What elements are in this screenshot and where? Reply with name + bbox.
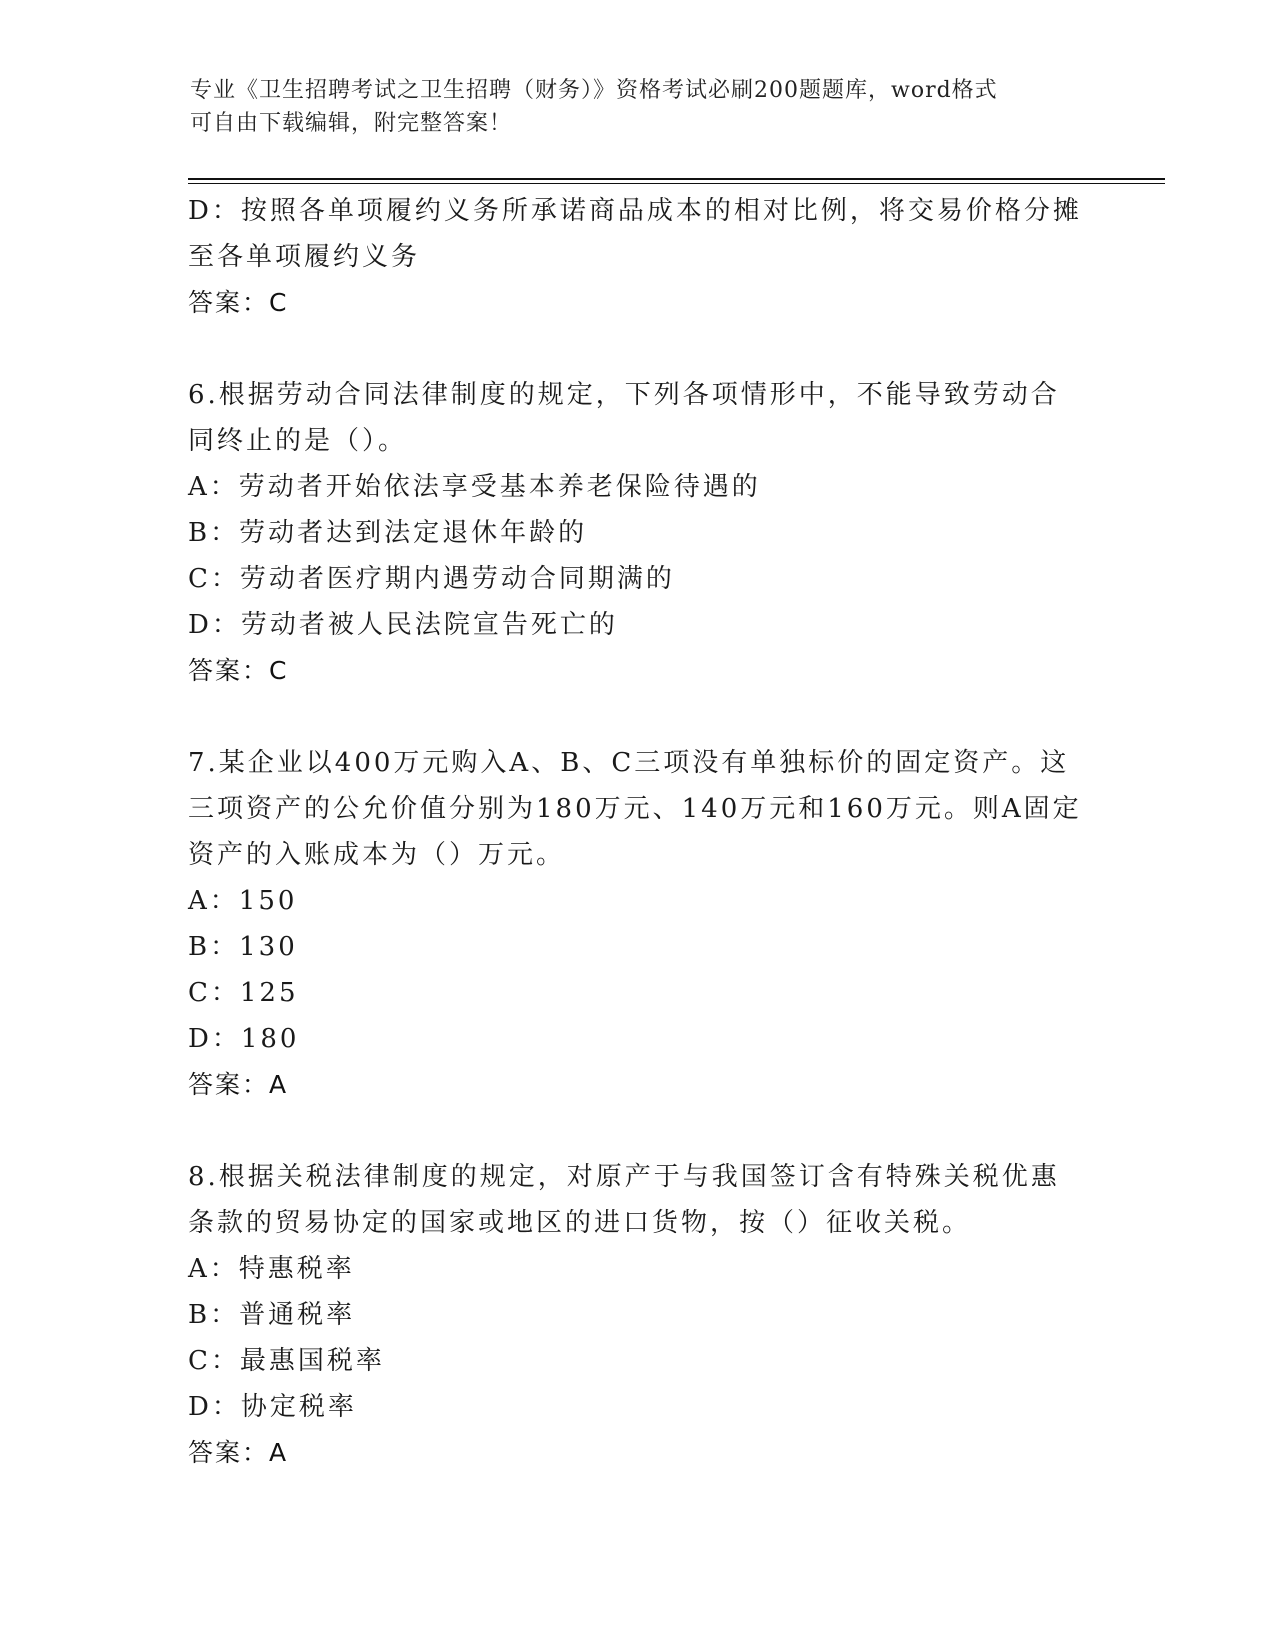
answer-label: 答案：A: [188, 1438, 289, 1467]
question-stem-line-1: 8.根据关税法律制度的规定，对原产于与我国签订含有特殊关税优惠: [188, 1162, 1060, 1192]
document-header: [190, 74, 1090, 140]
option-d: D：劳动者被人民法院宣告死亡的: [188, 610, 618, 640]
option-a: A：劳动者开始依法享受基本养老保险待遇的: [188, 472, 761, 502]
question-spacer: [188, 1108, 1088, 1154]
header-title-line-2: 可自由下载编辑，附完整答案！: [190, 111, 513, 136]
question-spacer: [188, 326, 1088, 372]
option-d: D：180: [188, 1024, 300, 1054]
question-stem-line-3: 资产的入账成本为（）万元。: [188, 840, 566, 870]
answer-label: 答案：A: [188, 1070, 289, 1099]
answer-label: 答案：C: [188, 656, 289, 685]
option-b: B：普通税率: [188, 1300, 356, 1330]
option-b: B：劳动者达到法定退休年龄的: [188, 518, 588, 548]
header-divider-thick: [188, 178, 1165, 180]
option-d-line-2: 至各单项履约义务: [188, 242, 421, 272]
question-stem-line-1: 7.某企业以400万元购入A、B、C三项没有单独标价的固定资产。这: [188, 748, 1070, 778]
question-list: [188, 188, 1088, 1476]
option-d: D：协定税率: [188, 1392, 357, 1422]
question-8: [188, 1154, 1088, 1476]
header-divider-thin: [188, 183, 1165, 184]
option-b: B：130: [188, 932, 298, 962]
header-title-line-1: 专业《卫生招聘考试之卫生招聘（财务）》资格考试必刷200题题库，word格式: [190, 78, 998, 103]
option-c: C：125: [188, 978, 299, 1008]
option-a: A：150: [188, 886, 298, 916]
option-d-line-1: D：按照各单项履约义务所承诺商品成本的相对比例，将交易价格分摊: [188, 196, 1082, 226]
question-5-continuation: [188, 188, 1088, 326]
question-stem-line-2: 同终止的是（）。: [188, 426, 408, 456]
answer-label: 答案：C: [188, 288, 289, 317]
question-stem-line-2: 三项资产的公允价值分别为180万元、140万元和160万元。则A固定: [188, 794, 1082, 824]
option-c: C：最惠国税率: [188, 1346, 385, 1376]
question-7: [188, 740, 1088, 1108]
question-spacer: [188, 694, 1088, 740]
question-stem-line-1: 6.根据劳动合同法律制度的规定，下列各项情形中，不能导致劳动合: [188, 380, 1060, 410]
option-a: A：特惠税率: [188, 1254, 355, 1284]
question-stem-line-2: 条款的贸易协定的国家或地区的进口货物，按（）征收关税。: [188, 1208, 972, 1238]
question-6: [188, 372, 1088, 694]
option-c: C：劳动者医疗期内遇劳动合同期满的: [188, 564, 675, 594]
